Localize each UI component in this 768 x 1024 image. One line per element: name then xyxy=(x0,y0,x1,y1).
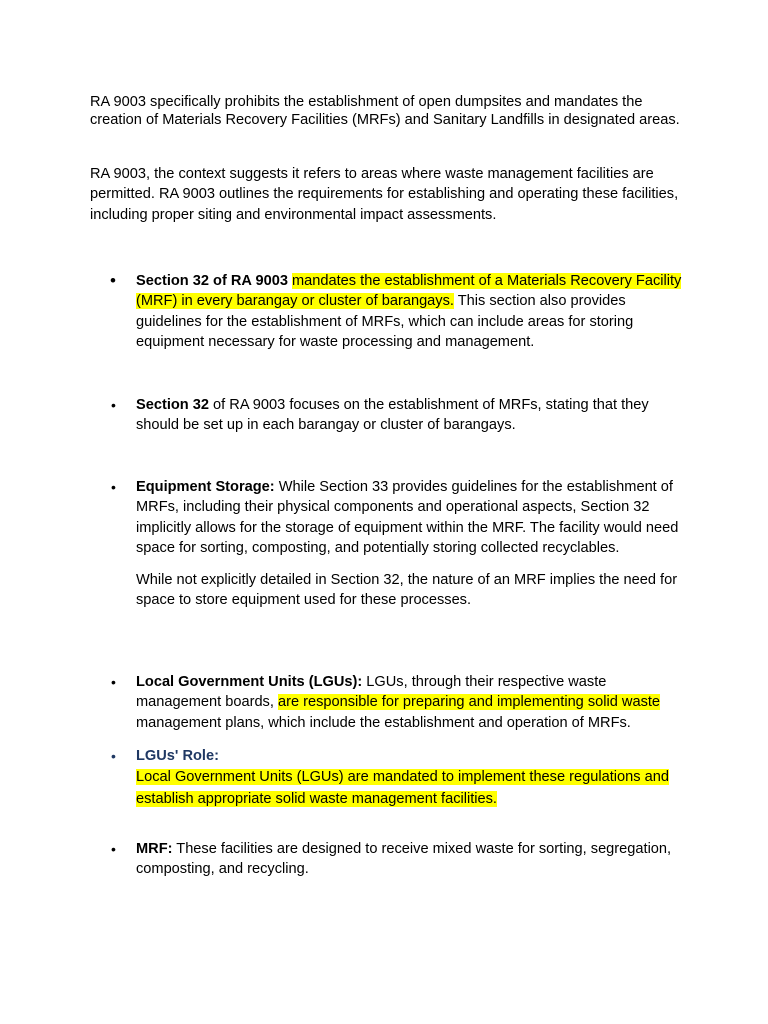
bullet-body-after: management plans, which include the establishment and operation of MRFs. xyxy=(136,714,631,731)
bullet-label: Local Government Units (LGUs): xyxy=(136,674,363,690)
bullet-mrf xyxy=(111,839,686,880)
bullet-label: LGUs' Role: xyxy=(136,748,219,764)
bullet-body: These facilities are designed to receive mixed waste for sorting, segregation, composting, and recycling. xyxy=(136,841,672,878)
bullet-icon: • xyxy=(111,397,116,413)
highlighted-text: are responsible for preparing and implementing solid waste xyxy=(277,694,661,711)
bullet-icon: • xyxy=(110,271,116,290)
bullet-text xyxy=(136,766,686,810)
bullet-label-line xyxy=(136,746,686,766)
bullet-label: Equipment Storage: xyxy=(136,479,275,495)
bullet-body: LGUs, through their respective waste management boards, xyxy=(136,674,607,711)
bullet-body: This section also provides guidelines for the establishment of MRFs, which can include areas for storing equipment necessary for waste processing and management. xyxy=(136,293,634,351)
bullet-icon: • xyxy=(111,841,116,857)
bullet-lgus-role xyxy=(111,746,686,810)
bullet-body: While Section 33 provides guidelines for the establishment of MRFs, including their physical components and operational aspects, Section 32 implicitly allows for the storage of equipment within the MRF. The facility would need space for sorting, composting, and potentially storing collected recyclables. xyxy=(136,479,679,557)
bullet-label: Section 32 of RA 9003 xyxy=(136,273,288,289)
bullet-section-32 xyxy=(111,395,686,436)
bullet-text xyxy=(136,395,686,436)
bullet-icon: • xyxy=(111,748,116,764)
bullet-equipment-storage xyxy=(111,477,686,610)
highlighted-text: mandates the establishment of a Materials Recovery Facility (MRF) in every barangay or cluster of barangays. xyxy=(136,273,682,310)
intro-paragraph: RA 9003 specifically prohibits the establishment of open dumpsites and mandates the creation of Materials Recovery Facilities (MRFs) and Sanitary Landfills in designated areas. xyxy=(90,94,680,128)
bullet-icon: • xyxy=(111,479,116,495)
context-paragraph: RA 9003, the context suggests it refers to areas where waste management facilities are permitted. RA 9003 outlines the requirements for establishing and operating these facilities, including proper siting and environmental impact assessments. xyxy=(90,166,679,223)
bullet-text xyxy=(136,839,686,880)
bullet-text xyxy=(136,271,686,353)
bullet-extra-paragraph: While not explicitly detailed in Section 32, the nature of an MRF implies the need for space to store equipment used for these processes. xyxy=(136,571,678,609)
bullet-text xyxy=(136,672,686,733)
bullet-text xyxy=(136,477,686,559)
highlighted-text: Local Government Units (LGUs) are mandated to implement these regulations and establish appropriate solid waste management facilities. xyxy=(136,769,669,808)
bullet-label: Section 32 xyxy=(136,397,209,413)
bullet-section-32-ra-9003 xyxy=(110,271,686,353)
bullet-local-government-units xyxy=(111,672,686,733)
bullet-body: of RA 9003 focuses on the establishment of MRFs, stating that they should be set up in each barangay or cluster of barangays. xyxy=(136,397,649,434)
bullet-label: MRF: xyxy=(136,841,173,857)
bullet-icon: • xyxy=(111,674,116,690)
